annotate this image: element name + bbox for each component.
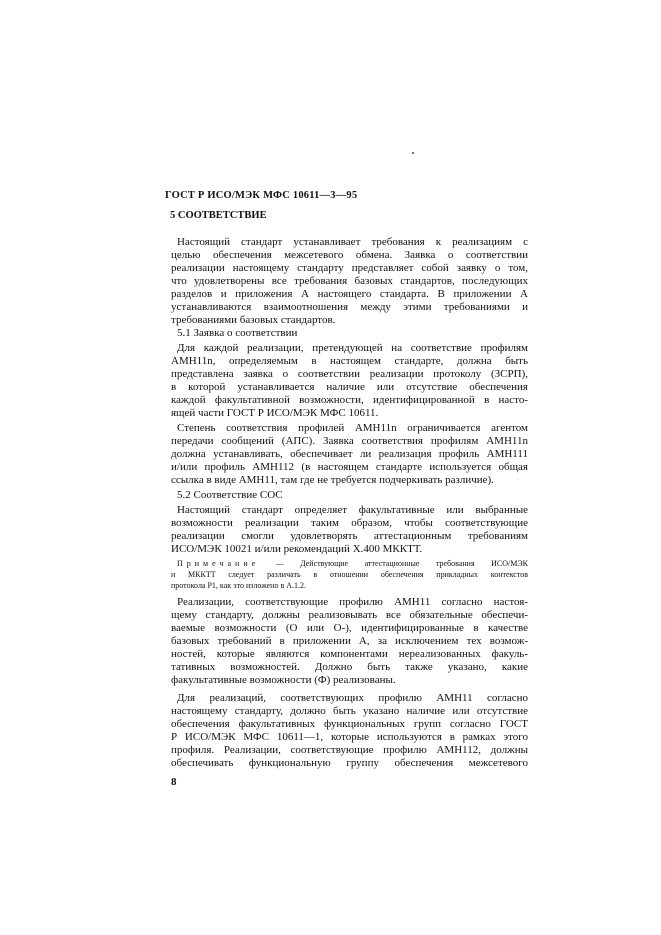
paragraph-line: АМН11n, определяемым в настоящем стандарте, должна быть: [171, 355, 528, 367]
page-number: 8: [171, 776, 177, 788]
paragraph-line: Реализации, соответствующие профилю АМН11 согласно настоя-: [177, 596, 528, 608]
paragraph-line: ИСО/МЭК 10021 и/или рекомендаций Х.400 МККТТ.: [171, 543, 423, 555]
paragraph-line: базовых требований в приложении А, за исключением тех возмож-: [171, 635, 528, 647]
paragraph-line: настоящему стандарту, должно быть указано наличие или отсутствие: [171, 705, 528, 717]
paragraph-line: ссылка в виде АМН11, там где не требуется подчеркивать различие).: [171, 474, 494, 486]
paragraph-line: обеспечения факультативных функциональных групп согласно ГОСТ: [171, 718, 528, 730]
paragraph-line: Для каждой реализации, претендующей на соответствие профилям: [177, 342, 528, 354]
paragraph-line: тативных возможностей. Должно быть также указано, какие: [171, 661, 528, 673]
paragraph-line: целью обеспечения межсетевого обмена. Заявка о соответствии: [171, 249, 528, 261]
paragraph-line: реализации смогли удовлетворять аттестационным требованиям: [171, 530, 528, 542]
paragraph-line: Настоящий стандарт устанавливает требования к реализациям с: [177, 236, 528, 248]
subsection-title: 5.1 Заявка о соответствии: [177, 327, 298, 339]
paragraph-line: что удовлетворены все требования базовых стандартов, последующих: [171, 275, 528, 287]
paragraph-line: представлена заявка о соответствии реализации протоколу (ЗСРП),: [171, 368, 528, 380]
note-label: Примечание: [177, 559, 260, 568]
paragraph-line: ностей, которые являются компонентами нереализованных факуль-: [171, 648, 528, 660]
note-line: [177, 559, 528, 569]
paragraph-line: Степень соответствия профилей АМН11n ограничивается агентом: [177, 422, 528, 434]
paragraph-line: профиля. Реализации, соответствующие профилю АМН112, должны: [171, 744, 528, 756]
paragraph-line: требованиями базовых стандартов.: [171, 314, 336, 326]
paragraph-line: должна устанавливать, обеспечивает ли реализация профиль АМН111: [171, 448, 528, 460]
paragraph-line: реализации настоящему стандарту представляет собой заявку о том,: [171, 262, 528, 274]
running-header: ГОСТ Р ИСО/МЭК МФС 10611—3—95: [165, 190, 358, 201]
paragraph-line: возможности реализации таким образом, чтобы соответствующие: [171, 517, 528, 529]
paragraph-line: Настоящий стандарт определяет факультативные или выбранные: [177, 504, 528, 516]
paragraph-line: и/или профиль АМН112 (в настоящем стандарте используется общая: [171, 461, 528, 473]
section-title: 5 СООТВЕТСТВИЕ: [170, 210, 267, 221]
note-line: протокола Р1, как это изложено в А.1.2.: [171, 581, 307, 590]
paragraph-line: в которой устанавливается наличие или отсутствие обеспечения: [171, 381, 528, 393]
paragraph-line: передачи сообщений (АПС). Заявка соответствия профилям АМН11n: [171, 435, 528, 447]
paragraph-line: устанавливаются взаимоотношения между этими требованиями и: [171, 301, 528, 313]
paragraph-line: щему стандарту, должны реализовывать все обязательные обеспечи-: [171, 609, 528, 621]
paragraph-line: ящей части ГОСТ Р ИСО/МЭК МФС 10611.: [171, 407, 379, 419]
paragraph-line: ваемые возможности (О или О-), идентифицированные в качестве: [171, 622, 528, 634]
paragraph-line: каждой факультативной возможности, идентифицированной в насто-: [171, 394, 528, 406]
note-line: и МККТТ следует различать в отношении обеспечения прикладных контекстов: [171, 570, 528, 579]
paragraph-line: Для реализаций, соответствующих профилю АМН11 согласно: [177, 692, 528, 704]
paragraph-line: факультативные возможности (Ф) реализованы.: [171, 674, 396, 686]
paragraph-line: Р ИСО/МЭК МФС 10611—1, которые используются в рамках этого: [171, 731, 528, 743]
subsection-title: 5.2 Соответствие СОС: [177, 489, 283, 501]
scan-speck: [412, 152, 414, 154]
paragraph-line: обеспечивать функциональную группу обеспечения межсетевого: [171, 757, 528, 769]
note-text: — Действующие аттестационные требования ИСО/МЭК: [259, 559, 528, 568]
paragraph-line: разделов и приложения А настоящего стандарта. В приложении А: [171, 288, 528, 300]
